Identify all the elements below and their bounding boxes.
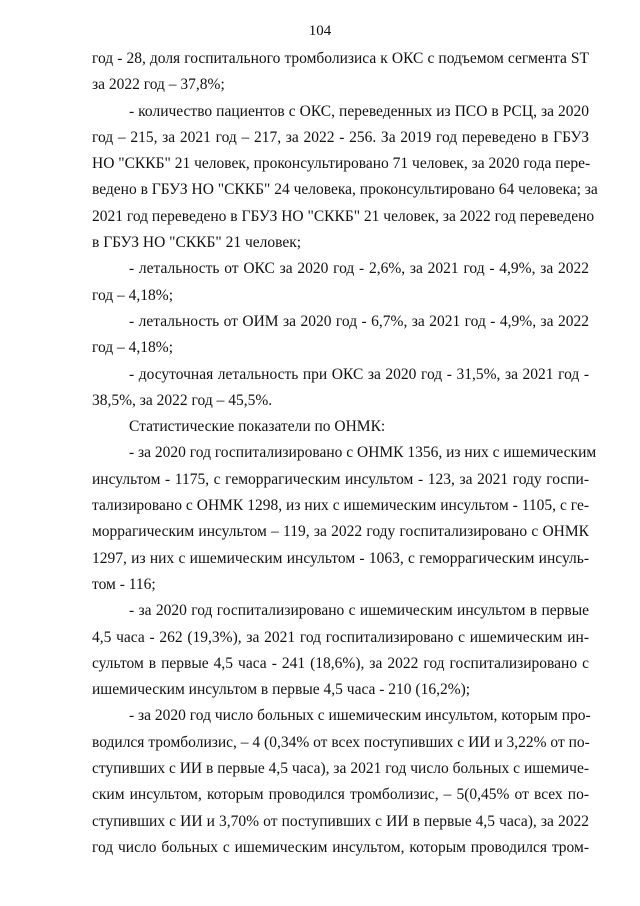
text-line: тализировано с ОНМК 1298, из них с ишемическим инсультом - 1105, с ге- <box>92 497 589 515</box>
text-line: - досуточная летальность при ОКС за 2020 год - 31,5%, за 2021 год - <box>129 365 589 383</box>
text-line: - за 2020 год госпитализировано с ишемическим инсультом в первые <box>129 602 589 620</box>
text-line: 1297, из них с ишемическим инсультом - 1063, с геморрагическим инсуль- <box>92 549 589 567</box>
text-line: 4,5 часа - 262 (19,3%), за 2021 год госпитализировано с ишемическим ин- <box>92 628 589 646</box>
text-line: 38,5%, за 2022 год – 45,5%. <box>92 391 273 409</box>
text-line: ишемическим инсультом в первые 4,5 часа - 210 (16,2%); <box>92 681 471 699</box>
text-line: инсультом - 1175, с геморрагическим инсультом - 123, за 2021 году госпи- <box>92 470 589 488</box>
text-line: Статистические показатели по ОНМК: <box>129 418 386 436</box>
text-line: ступивших с ИИ и 3,70% от поступивших с ИИ в первые 4,5 часа), за 2022 <box>92 812 589 830</box>
text-line: НО "СККБ" 21 человек, проконсультировано 71 человек, за 2020 года пере- <box>92 155 591 173</box>
text-line: - за 2020 год число больных с ишемическим инсультом, которым про- <box>129 707 591 725</box>
text-line: - летальность от ОКС за 2020 год - 2,6%, за 2021 год - 4,9%, за 2022 <box>129 260 589 278</box>
text-line: водился тромболизис, – 4 (0,34% от всех поступивших с ИИ и 3,22% от по- <box>92 733 590 751</box>
text-line: год – 4,18%; <box>92 339 174 357</box>
text-line: год – 215, за 2021 год – 217, за 2022 - 256. За 2019 год переведено в ГБУЗ <box>92 128 589 146</box>
text-line: том - 116; <box>92 575 156 593</box>
text-line: год число больных с ишемическим инсультом, которым проводился тром- <box>92 838 589 856</box>
text-line: год - 28, доля госпитального тромболизиса к ОКС с подъемом сегмента ST <box>92 50 589 67</box>
text-line: - летальность от ОИМ за 2020 год - 6,7%, за 2021 год - 4,9%, за 2022 <box>129 312 589 330</box>
text-line: за 2022 год – 37,8%; <box>92 76 225 94</box>
text-line: - за 2020 год госпитализировано с ОНМК 1356, из них с ишемическим <box>129 444 597 462</box>
text-line: моррагическим инсультом – 119, за 2022 году госпитализировано с ОНМК <box>92 523 589 541</box>
text-line: - количество пациентов с ОКС, переведенных из ПСО в РСЦ, за 2020 <box>129 102 589 120</box>
text-line: ведено в ГБУЗ НО "СККБ" 24 человека, проконсультировано 64 человека; за <box>92 181 598 199</box>
text-line: ступивших с ИИ в первые 4,5 часа), за 2021 год число больных с ишемиче- <box>92 760 589 778</box>
page-number: 104 <box>308 23 332 39</box>
text-line: ским инсультом, которым проводился тромболизис, – 5(0,45% от всех по- <box>92 786 589 804</box>
text-line: сультом в первые 4,5 часа - 241 (18,6%), за 2022 год госпитализировано с <box>92 654 589 672</box>
text-line: 2021 год переведено в ГБУЗ НО "СККБ" 21 человек, за 2022 год переведено <box>92 207 595 225</box>
document-body <box>92 48 598 863</box>
text-line: в ГБУЗ НО "СККБ" 21 человек; <box>92 234 302 252</box>
text-line: год – 4,18%; <box>92 286 174 304</box>
